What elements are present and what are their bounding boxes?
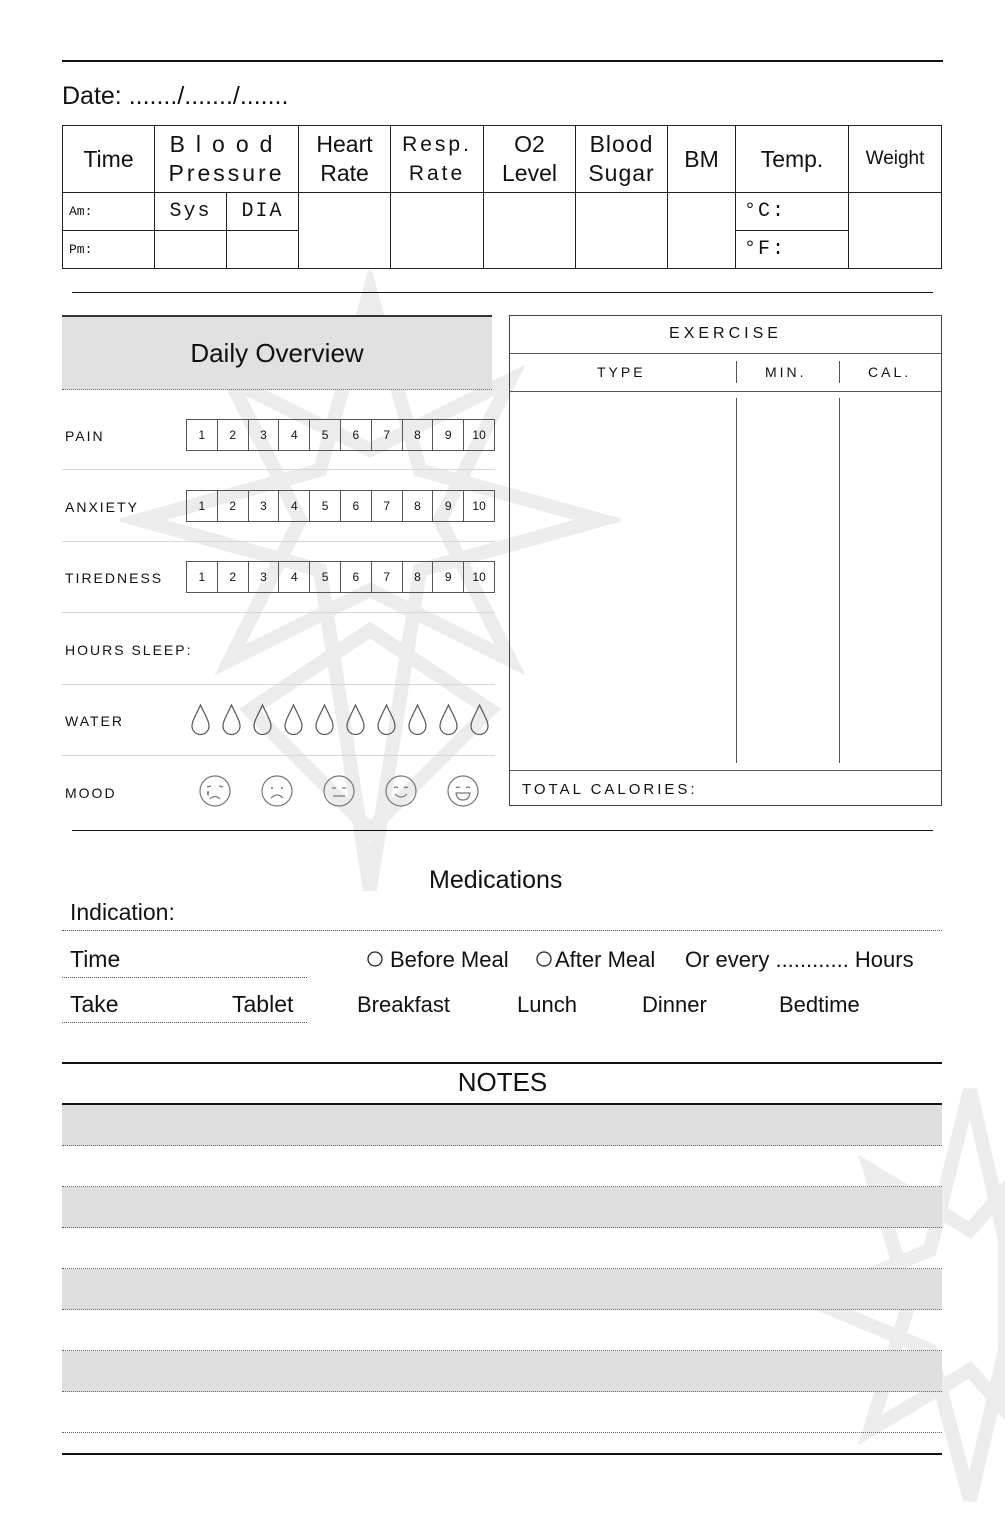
section-rule [72, 830, 933, 831]
mood-faces [198, 774, 480, 808]
scale-cell[interactable]: 9 [433, 420, 464, 450]
water-label: WATER [65, 713, 124, 729]
indication-line[interactable] [62, 930, 942, 931]
col-divider [736, 398, 737, 763]
water-drop-icon[interactable] [469, 703, 490, 735]
water-drop-icon[interactable] [252, 703, 273, 735]
content-face-icon[interactable] [384, 774, 418, 808]
am-label: Am: [63, 193, 155, 231]
scale-cell[interactable]: 5 [310, 420, 341, 450]
header-o2-level: O2 Level [484, 126, 576, 193]
scale-cell[interactable]: 3 [249, 420, 280, 450]
scale-cell[interactable]: 6 [341, 491, 372, 521]
medications-title: Medications [429, 866, 563, 894]
tiredness-label: TIREDNESS [65, 570, 164, 586]
fahrenheit-cell[interactable]: °F: [736, 231, 849, 269]
exercise-rule [509, 353, 942, 354]
row-divider [62, 684, 495, 685]
scale-cell[interactable]: 9 [433, 491, 464, 521]
pm-label: Pm: [63, 231, 155, 269]
scale-cell[interactable]: 10 [472, 499, 486, 513]
blood-sugar-cell[interactable] [576, 193, 668, 269]
hours-sleep-label: HOURS SLEEP: [65, 642, 193, 658]
exercise-rule [509, 391, 942, 392]
notes-line[interactable] [62, 1432, 942, 1433]
pain-scale[interactable] [186, 419, 495, 451]
header-temp: Temp. [736, 126, 849, 193]
mood-label: MOOD [65, 785, 117, 801]
happy-face-icon[interactable] [446, 774, 480, 808]
header-resp-rate: Resp. Rate [391, 126, 484, 193]
scale-cell[interactable]: 5 [310, 562, 341, 592]
water-drop-icon[interactable] [283, 703, 304, 735]
anxiety-label: ANXIETY [65, 499, 139, 515]
row-divider [62, 541, 495, 542]
sys-pm-cell[interactable] [155, 231, 227, 269]
resp-rate-cell[interactable] [391, 193, 484, 269]
after-meal-label: After Meal [555, 947, 656, 972]
exercise-min-header: MIN. [765, 364, 807, 380]
scale-cell[interactable]: 7 [372, 491, 403, 521]
water-drop-icon[interactable] [345, 703, 366, 735]
scale-cell[interactable]: 4 [279, 491, 310, 521]
total-calories-label: TOTAL CALORIES: [522, 781, 698, 798]
header-heart-rate: Heart Rate [299, 126, 391, 193]
before-meal-radio[interactable] [367, 951, 383, 967]
scale-cell[interactable]: 6 [341, 562, 372, 592]
water-drop-icon[interactable] [221, 703, 242, 735]
header-weight: Weight [849, 126, 942, 193]
notes-line[interactable] [62, 1351, 942, 1392]
water-drop-icon[interactable] [190, 703, 211, 735]
header-blood-sugar: Blood Sugar [576, 126, 668, 193]
sad-face-icon[interactable] [260, 774, 294, 808]
water-drop-icon[interactable] [314, 703, 335, 735]
indication-label: Indication: [70, 899, 175, 925]
scale-cell[interactable]: 1 [187, 420, 218, 450]
water-drop-icon[interactable] [407, 703, 428, 735]
exercise-cal-header: CAL. [868, 364, 912, 380]
notes-line[interactable] [62, 1187, 942, 1228]
scale-cell[interactable]: 1 [187, 491, 218, 521]
after-meal-radio[interactable] [536, 951, 552, 967]
dia-pm-cell[interactable] [227, 231, 299, 269]
header-blood-pressure: Blood Pressure [155, 126, 299, 193]
scale-cell[interactable]: 2 [218, 491, 249, 521]
col-divider [839, 361, 840, 383]
scale-cell[interactable]: 2 [218, 420, 249, 450]
scale-cell[interactable]: 4 [279, 562, 310, 592]
time-line[interactable] [62, 977, 307, 978]
row-divider [62, 612, 495, 613]
vitals-table [62, 125, 942, 269]
tiredness-scale[interactable] [186, 561, 495, 593]
scale-cell[interactable]: 5 [310, 491, 341, 521]
row-divider [62, 469, 495, 470]
scale-cell[interactable]: 3 [249, 491, 280, 521]
scale-cell[interactable]: 1 [187, 562, 218, 592]
date-field[interactable]: Date: ......./......./....... [62, 82, 289, 110]
scale-cell[interactable]: 10 [472, 570, 486, 584]
daily-overview-header: Daily Overview [62, 315, 492, 390]
tablet-label: Tablet [232, 991, 294, 1017]
bm-cell[interactable] [668, 193, 736, 269]
top-rule [62, 60, 943, 62]
col-divider [736, 361, 737, 383]
crying-face-icon[interactable] [198, 774, 232, 808]
celsius-cell[interactable]: °C: [736, 193, 849, 231]
notes-line[interactable] [62, 1269, 942, 1310]
neutral-face-icon[interactable] [322, 774, 356, 808]
scale-cell[interactable]: 7 [372, 420, 403, 450]
weight-cell[interactable] [849, 193, 942, 269]
water-drops [190, 703, 490, 735]
bedtime-label[interactable]: Bedtime [779, 992, 860, 1017]
take-line[interactable] [62, 1022, 307, 1023]
scale-cell[interactable]: 10 [472, 428, 486, 442]
or-every-hours[interactable]: Or every ............ Hours [685, 947, 914, 972]
heart-rate-cell[interactable] [299, 193, 391, 269]
anxiety-scale[interactable] [186, 490, 495, 522]
scale-cell[interactable]: 9 [433, 562, 464, 592]
pain-label: PAIN [65, 428, 105, 444]
scale-cell[interactable]: 8 [403, 420, 434, 450]
section-rule [72, 292, 933, 293]
scale-cell[interactable]: 2 [218, 562, 249, 592]
sys-label: Sys [155, 193, 227, 231]
lunch-label[interactable]: Lunch [517, 992, 577, 1017]
dinner-label[interactable]: Dinner [642, 992, 707, 1017]
scale-cell[interactable]: 4 [279, 420, 310, 450]
row-divider [62, 755, 495, 756]
water-drop-icon[interactable] [376, 703, 397, 735]
scale-cell[interactable]: 7 [372, 562, 403, 592]
bottom-rule [62, 1453, 942, 1455]
header-time: Time [63, 126, 155, 193]
scale-cell[interactable]: 6 [341, 420, 372, 450]
o2-level-cell[interactable] [484, 193, 576, 269]
scale-cell[interactable]: 8 [403, 562, 434, 592]
scale-cell[interactable]: 3 [249, 562, 280, 592]
notes-top-rule [62, 1062, 942, 1064]
exercise-rule [509, 770, 942, 771]
scale-cell[interactable]: 8 [403, 491, 434, 521]
exercise-title: EXERCISE [669, 325, 782, 342]
col-divider [839, 398, 840, 763]
dia-label: DIA [227, 193, 299, 231]
notes-title: NOTES [457, 1067, 548, 1097]
water-drop-icon[interactable] [438, 703, 459, 735]
take-label: Take [70, 991, 119, 1017]
exercise-type-header: TYPE [597, 364, 646, 380]
time-label: Time [70, 946, 121, 972]
before-meal-label: Before Meal [390, 947, 509, 972]
exercise-panel [509, 315, 942, 806]
breakfast-label[interactable]: Breakfast [357, 992, 450, 1017]
notes-line[interactable] [62, 1105, 942, 1146]
header-bm: BM [668, 126, 736, 193]
